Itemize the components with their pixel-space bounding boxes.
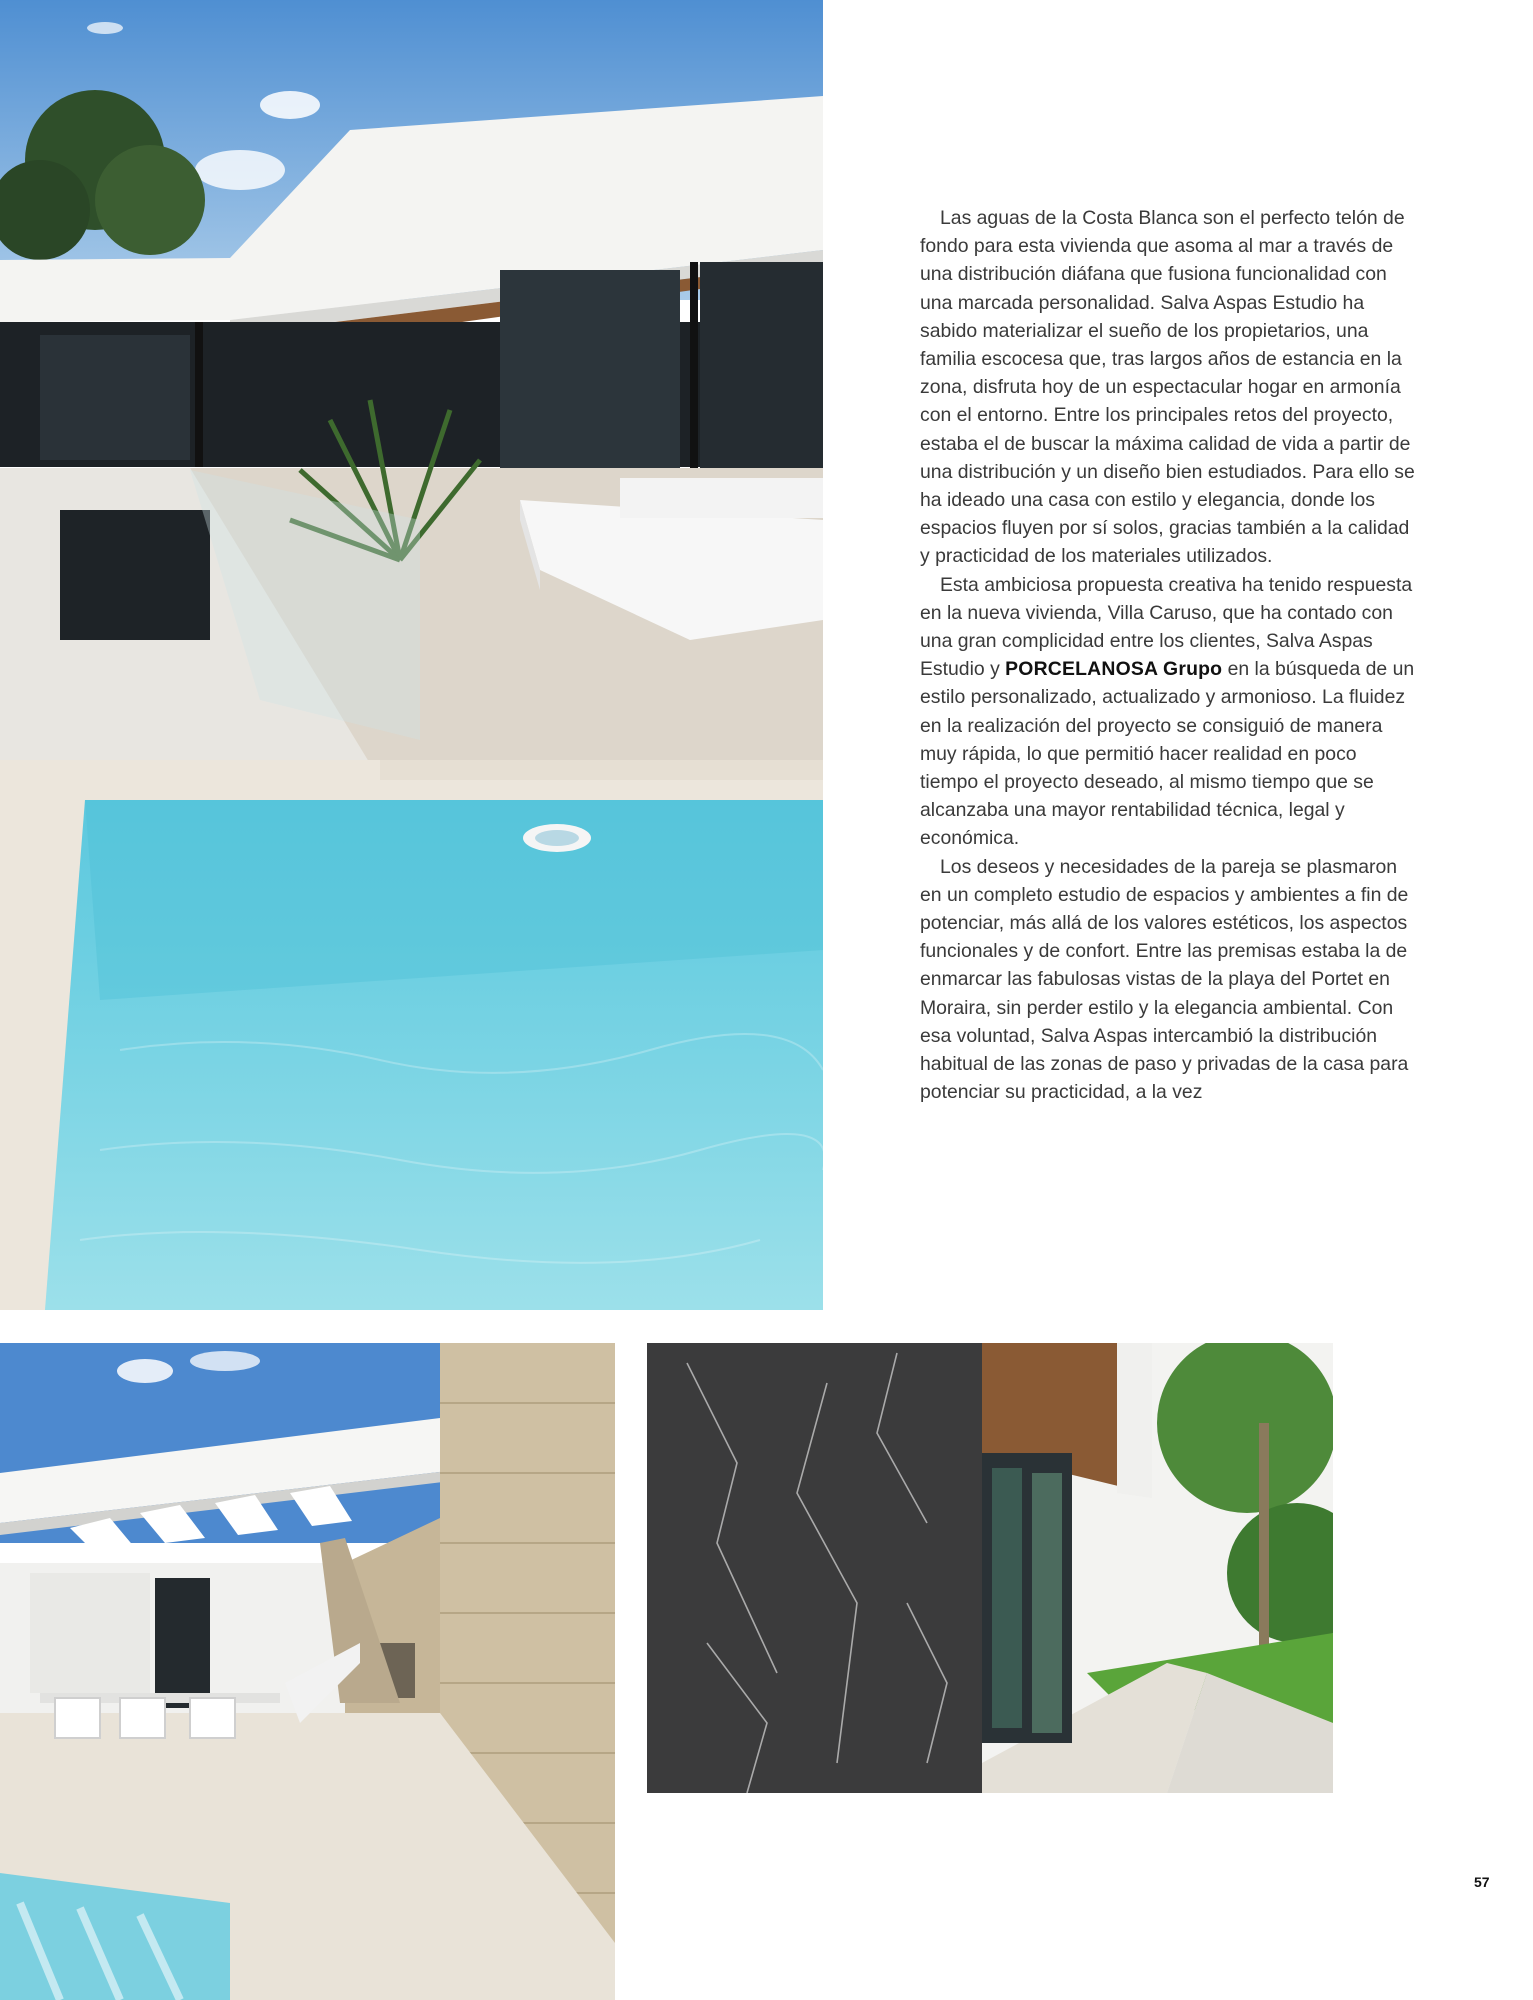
page-number: 57 [1474,1874,1490,1890]
marble-wall-garden-photo [647,1343,1333,1793]
article-paragraph-2 [920,571,1415,853]
article-paragraph-1: Las aguas de la Costa Blanca son el perfecto telón de fondo para esta vivienda que asoma al mar a través de una distribución diáfana que fusiona funcionalidad con una marcada personalidad. Salva Aspas Estudio ha sabido materializar el sueño de los propietarios, una familia escocesa que, tras largos años de estancia en la zona, disfruta hoy de un espectacular hogar en armonía con el entorno. Entre los principales retos del proyecto, estaba el de buscar la máxima calidad de vida a partir de una distribución y un diseño bien estudiados. Para ello se ha ideado una casa con estilo y elegancia, donde los espacios fluyen por sí solos, gracias también a la calidad y practicidad de los materiales utilizados. [920,207,1415,568]
dining-terrace-photo [0,1343,615,2000]
article-body [920,204,1415,1107]
paragraph-2-text-after: en la búsqueda de un estilo personalizado, actualizado y armonioso. La fluidez en la realización del proyecto se consiguió de manera muy rápida, lo que permitió hacer realidad en poco tiempo el proyecto deseado, al mismo tiempo que se alcanzaba una mayor rentabilidad técnica, legal y económica. [920,658,1415,850]
article-paragraph-3: Los deseos y necesidades de la pareja se plasmaron en un completo estudio de espacios y ambientes a fin de potenciar, más allá de los valores estéticos, los aspectos funcionales y de confort. Entre las premisas estaba la de enmarcar las fabulosas vistas de la playa del Portet en Moraira, sin perder estilo y la elegancia ambiental. Con esa voluntad, Salva Aspas intercambió la distribución habitual de las zonas de paso y privadas de la casa para potenciar su practicidad, a la vez [920,855,1409,1104]
main-photo-villa-pool [0,0,823,1310]
brand-name: PORCELANOSA Grupo [1005,658,1223,681]
paragraph-2-text-before: Esta ambiciosa propuesta creativa ha tenido respuesta en la nueva vivienda, Villa Caruso, que ha contado con una gran complicidad entre los clientes, Salva Aspas Estudio y [920,573,1413,681]
